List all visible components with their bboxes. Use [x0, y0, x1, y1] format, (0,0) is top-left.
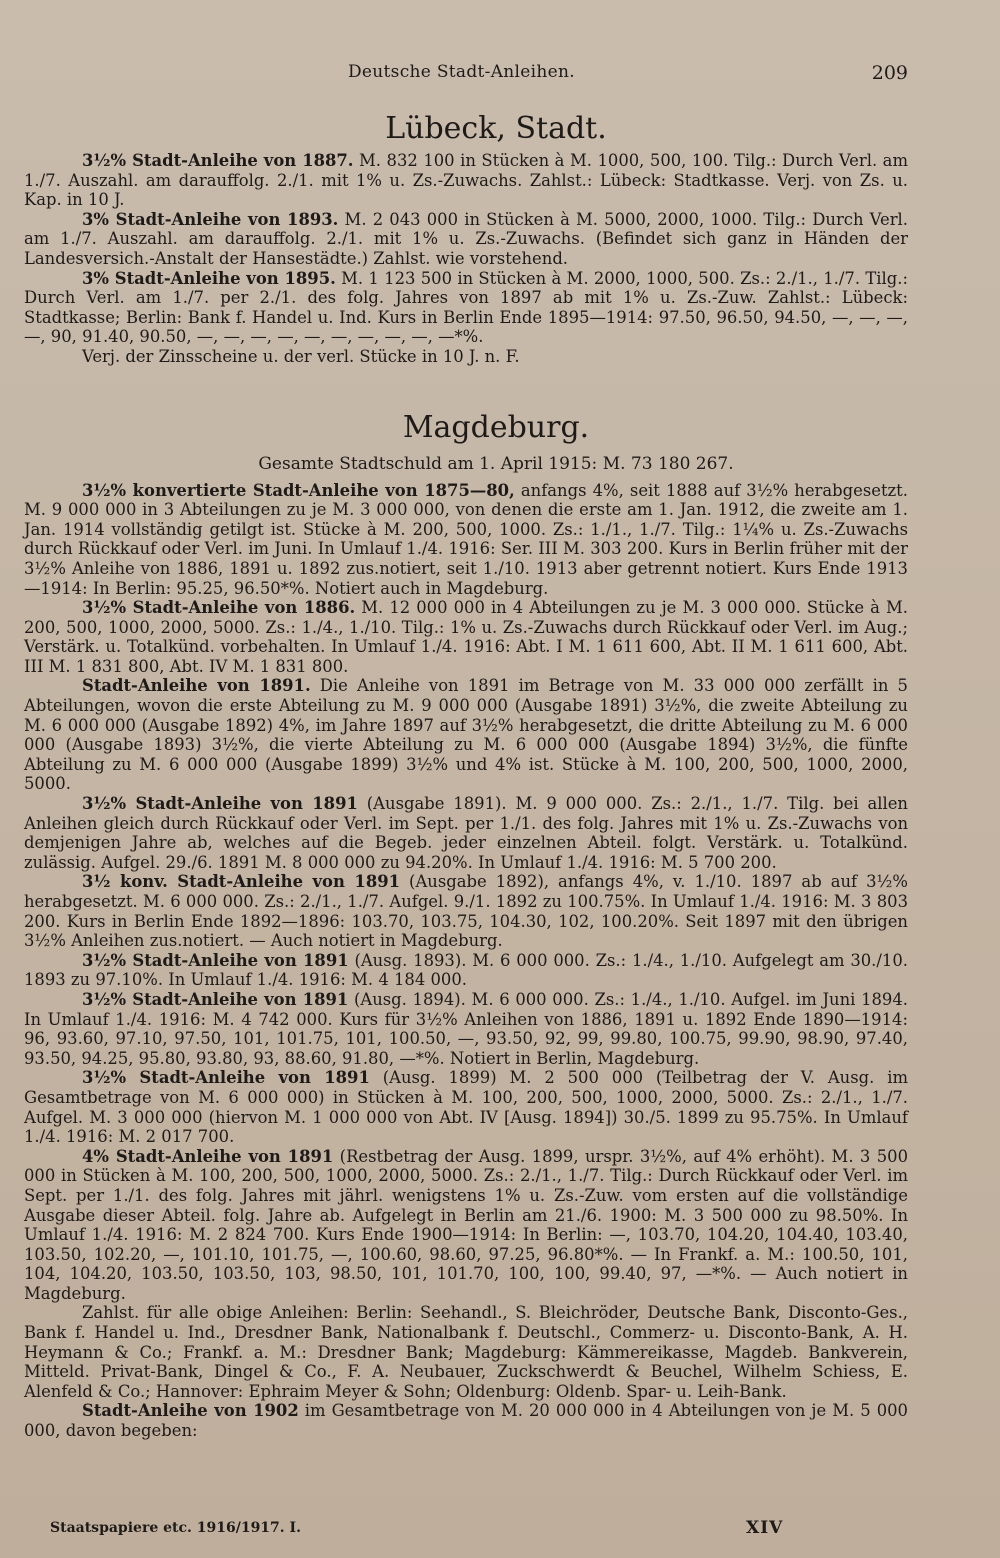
entry-head: Stadt-Anleihe von 1891. [82, 676, 311, 696]
entry-paragraph [24, 1401, 908, 1440]
page-number: 209 [871, 62, 908, 84]
entry-paragraph [24, 676, 908, 794]
entry-text: Verj. der Zinsscheine u. der verl. Stücke in 10 J. n. F. [82, 346, 520, 366]
section-subtitle: Gesamte Stadtschuld am 1. April 1915: M. 73 180 267. [258, 453, 734, 474]
page-content [24, 112, 908, 1441]
running-head-title: Deutsche Stadt-Anleihen. [348, 62, 575, 82]
entry-head: 3½% Stadt-Anleihe von 1887. [82, 151, 354, 170]
page-footer [0, 1518, 1000, 1540]
entry-head: 3½% Stadt-Anleihe von 1891 [82, 989, 349, 1009]
section-magdeburg [24, 481, 908, 1441]
entry-head: 3½% Stadt-Anleihe von 1891 [82, 950, 349, 970]
entry-text: (Ausg. 1894). M. 6 000 000. Zs.: 1./4., 1./10. Aufgel. im Juni 1894. In Umlauf 1./4. 1916: M. 4 742 000. Kurs für 3½% Anleihen von 1886, 1891 u. 1892 Ende 1890—1914: 96, 93.60, 97.10, 97.50, 101, 101.75, 101, 100.50, —, 93.50, 92, 99, 99.80, 100.75, 99.90, 98.90, 97.40, 93.50, 94.25, 95.80, 93.80, 93, 88.60, 91.80, —*%. Notiert in Berlin, Magdeburg. [24, 989, 908, 1068]
entry-paragraph [24, 1303, 908, 1401]
entry-paragraph [24, 347, 908, 367]
entry-text: M. 832 100 in Stücken à M. 1000, 500, 100. Tilg.: Durch Verl. am 1./7. Auszahl. am darauffolg. 2./1. mit 1% u. Zs.-Zuwachs. Zahlst.: Lübeck: Stadtkasse. Verj. von Zs. u. Kap. in 10 J. [24, 151, 908, 210]
entry-text: Zahlst. für alle obige Anleihen: Berlin: Seehandl., S. Bleichröder, Deutsche Bank, Disconto-Ges., Bank f. Handel u. Ind., Dresdner Bank, Nationalbank f. Deutschl., Commerz- u. Disconto-Bank, A. H. Heymann & Co.; Frankf. a. M.: Dresdner Bank; Magdeburg: Kämmereikasse, Magdeb. Bankverein, Mitteld. Privat-Bank, Dingel & Co., F. A. Neubauer, Zuckschwerdt & Beuchel, Wilhelm Schiess, E. Alenfeld & Co.; Hannover: Ephraim Meyer & Sohn; Oldenburg: Oldenb. Spar- u. Leih-Bank. [24, 1303, 908, 1401]
entry-text: (Ausgabe 1891). M. 9 000 000. Zs.: 2./1., 1./7. Tilg. bei allen Anleihen gleich durch Rückkauf oder Verl. im Sept. per 1./1. des folg. Jahres mit 1% u. Zs.-Zuwachs von demjenigen Jahre ab, welches auf die Begeb. jeder einzelnen Abteil. folgt. Verstärk. u. Totalkünd. zulässig. Aufgel. 29./6. 1891 M. 8 000 000 zu 94.20%. In Umlauf 1./4. 1916: M. 5 700 200. [24, 794, 908, 872]
running-head [0, 62, 1000, 84]
entry-text: im Gesamtbetrage von M. 20 000 000 in 4 Abteilungen von je M. 5 000 000, davon begeben: [24, 1401, 908, 1441]
entry-paragraph [24, 151, 908, 210]
entry-text: (Restbetrag der Ausg. 1899, urspr. 3½%, auf 4% erhöht). M. 3 500 000 in Stücken à M. 100, 200, 500, 1000, 2000, 5000. Zs.: 2./1., 1./7. Tilg.: Durch Rückkauf oder Verl. im Sept. per 1./1. des folg. Jahres mit jährl. wenigstens 1% u. Zs.-Zuw. vom ersten auf die vollständige Ausgabe dieser Abteil. folg. Jahre ab. Aufgelegt in Berlin am 21./6. 1900: M. 3 500 000 zu 98.50%. In Umlauf 1./4. 1916: M. 2 824 700. Kurs Ende 1900—1914: In Berlin: —, 103.70, 104.20, 104.40, 103.40, 103.50, 102.20, —, 101.10, 101.75, —, 100.60, 98.60, 97.25, 96.80*%. — In Frankf. a. M.: 100.50, 101, 104, 104.20, 103.50, 103.50, 103, 98.50, 101, 101.70, 100, 100, 99.40, 97, —*%. — Auch notiert in Magdeburg. [24, 1146, 909, 1303]
entry-paragraph [24, 269, 908, 347]
entry-paragraph [24, 990, 908, 1068]
entry-paragraph [24, 481, 908, 599]
section-lubeck [24, 151, 908, 367]
footer-signature: Staatspapiere etc. 1916/1917. I. [50, 1520, 301, 1536]
entry-head: 4% Stadt-Anleihe von 1891 [82, 1146, 334, 1166]
footer-sheet-mark: XIV [746, 1518, 784, 1538]
entry-paragraph [24, 951, 908, 990]
entry-head: 3½% konvertierte Stadt-Anleihe von 1875—80, [82, 480, 515, 500]
entry-paragraph [24, 210, 908, 269]
entry-paragraph [24, 1068, 908, 1146]
entry-text: anfangs 4%, seit 1888 auf 3½% herabgesetzt. M. 9 000 000 in 3 Abteilungen zu je M. 3 000 000, von denen die erste am 1. Jan. 1912, die zweite am 1. Jan. 1914 vollständig getilgt ist. Stücke à M. 200, 500, 1000. Zs.: 1./1., 1./7. Tilg.: 1¼% u. Zs.-Zuwachs durch Rückkauf oder Verl. im Juni. In Umlauf 1./4. 1916: Ser. III M. 303 200. Kurs in Berlin früher mit der 3½% Anleihe von 1886, 1891 u. 1892 zus.notiert, seit 1./10. 1913 aber getrennt notiert. Kurs Ende 1913—1914: In Berlin: 95.25, 96.50*%. Notiert auch in Magdeburg. [24, 480, 908, 598]
entry-paragraph [24, 794, 908, 872]
entry-text: M. 2 043 000 in Stücken à M. 5000, 2000, 1000. Tilg.: Durch Verl. am 1./7. Auszahl. am darauffolg. 2./1. mit 1% u. Zs.-Zuwachs. (Befindet sich ganz in Händen der Landesversich.-Anstalt der Hansestädte.) Zahlst. wie vorstehend. [24, 209, 908, 268]
entry-head: 3% Stadt-Anleihe von 1895. [82, 268, 336, 288]
entry-paragraph [24, 598, 908, 676]
section-heading-lubeck: Lübeck, Stadt. [385, 111, 607, 146]
entry-text: M. 1 123 500 in Stücken à M. 2000, 1000, 500. Zs.: 2./1., 1./7. Tilg.: Durch Verl. am 1./7. per 2./1. des folg. Jahres von 1897 ab mit 1% u. Zs.-Zuw. Zahlst.: Lübeck: Stadtkasse; Berlin: Bank f. Handel u. Ind. Kurs in Berlin Ende 1895—1914: 97.50, 96.50, 94.50, —, —, —, —, 90, 91.40, 90.50, —, —, —, —, —, —, —, —, —, —*%. [24, 268, 908, 347]
entry-text: (Ausgabe 1892), anfangs 4%, v. 1./10. 1897 ab auf 3½% herabgesetzt. M. 6 000 000. Zs.: 2./1., 1./7. Aufgel. 9./1. 1892 zu 100.75%. In Umlauf 1./4. 1916: M. 3 803 200. Kurs in Berlin Ende 1892—1896: 103.70, 103.75, 104.30, 102, 100.20%. Seit 1897 mit den übrigen 3½% Anleihen zus.notiert. — Auch notiert in Magdeburg. [24, 872, 908, 951]
entry-head: 3½% Stadt-Anleihe von 1891 [82, 794, 358, 814]
entry-text: (Ausg. 1899) M. 2 500 000 (Teilbetrag der V. Ausg. im Gesamtbetrage von M. 6 000 000) in Stücken à M. 100, 200, 500, 1000, 2000, 5000. Zs.: 2./1., 1./7. Aufgel. M. 3 000 000 (hiervon M. 1 000 000 von Abt. IV [Ausg. 1894]) 30./5. 1899 zu 95.75%. In Umlauf 1./4. 1916: M. 2 017 700. [24, 1068, 908, 1147]
entry-text: (Ausg. 1893). M. 6 000 000. Zs.: 1./4., 1./10. Aufgelegt am 30./10. 1893 zu 97.10%. In Umlauf 1./4. 1916: M. 4 184 000. [24, 950, 908, 990]
entry-paragraph [24, 872, 908, 950]
entry-head: 3½% Stadt-Anleihe von 1886. [82, 598, 356, 618]
entry-head: 3% Stadt-Anleihe von 1893. [82, 209, 339, 229]
entry-head: Stadt-Anleihe von 1902 [82, 1401, 299, 1421]
entry-head: 3½ konv. Stadt-Anleihe von 1891 [82, 872, 401, 892]
entry-head: 3½% Stadt-Anleihe von 1891 [82, 1068, 370, 1088]
section-heading-magdeburg: Magdeburg. [402, 409, 590, 445]
entry-text: Die Anleihe von 1891 im Betrage von M. 33 000 000 zerfällt in 5 Abteilungen, wovon die erste Abteilung zu M. 9 000 000 (Ausgabe 1891) 3½%, die zweite Abteilung zu M. 6 000 000 (Ausgabe 1892) 4%, im Jahre 1897 auf 3½% herabgesetzt, die dritte Abteilung zu M. 6 000 000 (Ausgabe 1893) 3½%, die vierte Abteilung zu M. 6 000 000 (Ausgabe 1894) 3½%, die fünfte Abteilung zu M. 6 000 000 (Ausgabe 1899) 3½% und 4% ist. Stücke à M. 100, 200, 500, 1000, 2000, 5000. [24, 676, 908, 794]
entry-paragraph [24, 1147, 908, 1304]
entry-text: M. 12 000 000 in 4 Abteilungen zu je M. 3 000 000. Stücke à M. 200, 500, 1000, 2000, 5000. Zs.: 1./4., 1./10. Tilg.: 1% u. Zs.-Zuwachs durch Rückkauf oder Verl. im Aug.; Verstärk. u. Totalkünd. vorbehalten. In Umlauf 1./4. 1916: Abt. I M. 1 611 600, Abt. II M. 1 611 600, Abt. III M. 1 831 800, Abt. IV M. 1 831 800. [24, 598, 908, 676]
